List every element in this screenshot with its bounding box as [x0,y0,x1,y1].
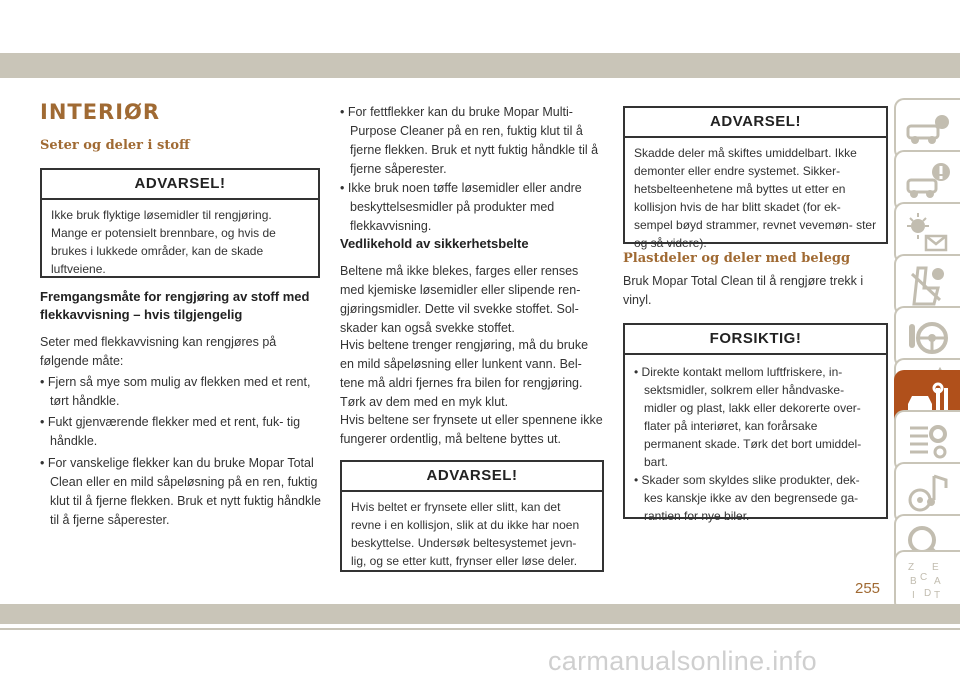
car-info-icon [904,106,952,154]
watermark: carmanualsonline.info [548,646,817,676]
index-letter: T [934,590,941,601]
warning-text: Skadde deler må skiftes umiddelbart. Ikke demonter eller endre systemet. Sikker- hetsbelteenhetene må byttes ut etter en kollisjon hvis de har blitt skadet (for ek- sempel bøyd strammer, revnet vevemøn- ster og så videre). [634,146,877,250]
bullet-item: • For fettflekker kan du bruke Mopar Multi- Purpose Cleaner på en ren, fuktig klut til å fjerne flekken. Bruk et nytt fuktig håndkle til å fjerne såperester. [340,105,599,176]
bottom-band [0,604,960,624]
index-letter: E [932,562,939,573]
multimedia-icon [904,470,952,518]
section-title: INTERIØR [40,100,161,124]
index-letter: B [910,576,917,587]
bullet-item: • Ikke bruk noen tøffe løsemidler eller andre beskyttelsesmidler på produkter med flekkavvisning. [340,181,582,233]
index-icon [904,558,952,606]
paragraph: Bruk Mopar Total Clean til å rengjøre trekk i vinyl. [623,274,864,307]
heading-seatbelt-maintenance: Vedlikehold av sikkerhetsbelte [340,236,529,251]
seat-safety-icon [904,262,952,310]
paragraph: Hvis beltene ser frynsete ut eller spennene ikke fungerer ordentlig, må beltene byttes ut. [340,413,603,446]
bottom-line [0,628,960,630]
warning-title: ADVARSEL! [42,170,318,200]
warning-title: ADVARSEL! [625,108,886,138]
bullet-item: • Fukt gjenværende flekker med et rent, fuk- tig håndkle. [40,415,301,448]
bullet-item: • Fjern så mye som mulig av flekken med et rent, tørt håndkle. [40,375,311,408]
bullet-item: • For vanskelige flekker kan du bruke Mopar Total Clean eller en mild såpeløsning på en ren, fuktig klut til å fjerne flekken. Bruk et nytt fuktig håndkle til å fjerne såperester. [40,456,321,527]
warning-box-damaged-parts [623,106,888,250]
paragraph: Hvis beltene trenger rengjøring, må du bruke en mild såpeløsning eller lunkent vann. Bel- tene må aldri fjernes fra bilen for rengjøring. Tørk av dem med en myk klut. [340,338,589,409]
warning-title: ADVARSEL! [342,462,602,492]
subtitle-plastic-parts: Plastdeler og deler med belegg [623,251,851,266]
caution-bullet: • Skader som skyldes slike produkter, dek- kes kanskje ikke av den begrensede ga- rantien for nye biler. [634,473,860,523]
caution-title: FORSIKTIG! [625,325,886,355]
caution-bullet: • Direkte kontakt mellom luftfriskere, in- sektsmidler, solkrem eller håndvaske- midler og plast, lakk eller dekorerte over- flater på interiøret, kan forårsake permanent skade. Tørk det bort umiddel- bart. [634,365,862,469]
heading-stain-repel: Fremgangsmåte for rengjøring av stoff med flekkavvisning – hvis tilgjengelig [40,289,310,322]
index-letter: I [912,590,915,601]
specifications-icon [904,418,952,466]
dashboard-lights-icon [904,210,952,258]
caution-body [625,355,886,525]
paragraph: Beltene må ikke blekes, farges eller renses med kjemiske løsemidler eller slipende ren- gjøringsmidler. Dette vil svekke stoffet. Sol- skader kan også svekke stoffet. [340,264,581,335]
page-number: 255 [855,580,881,597]
index-letter: D [924,588,932,599]
warning-box-frayed-belt [340,460,604,572]
warning-text: Hvis beltet er frynsete eller slitt, kan det revne i en kollisjon, slik at du ikke har noen beskyttelse. Undersøk beltesystemet jevn- lig, og se etter kutt, frynser eller løse deler. [351,500,580,568]
subtitle-fabric-seats: Seter og deler i stoff [40,138,190,153]
index-letter: C [920,572,928,583]
warning-text: Ikke bruk flyktige løsemidler til rengjøring. Mange er potensielt brennbare, og hvis de brukes i lukkede områder, kan de skade luftveiene. [51,208,276,276]
steering-wheel-icon [904,314,952,362]
index-letter: A [934,576,941,587]
tab-index[interactable] [894,550,960,612]
car-alert-icon [904,158,952,206]
top-band [0,53,960,78]
warning-box-solvents [40,168,320,278]
index-letter: Z [908,562,915,573]
intro-paragraph: Seter med flekkavvisning kan rengjøres på følgende måte: [40,335,277,368]
caution-box [623,323,888,523]
